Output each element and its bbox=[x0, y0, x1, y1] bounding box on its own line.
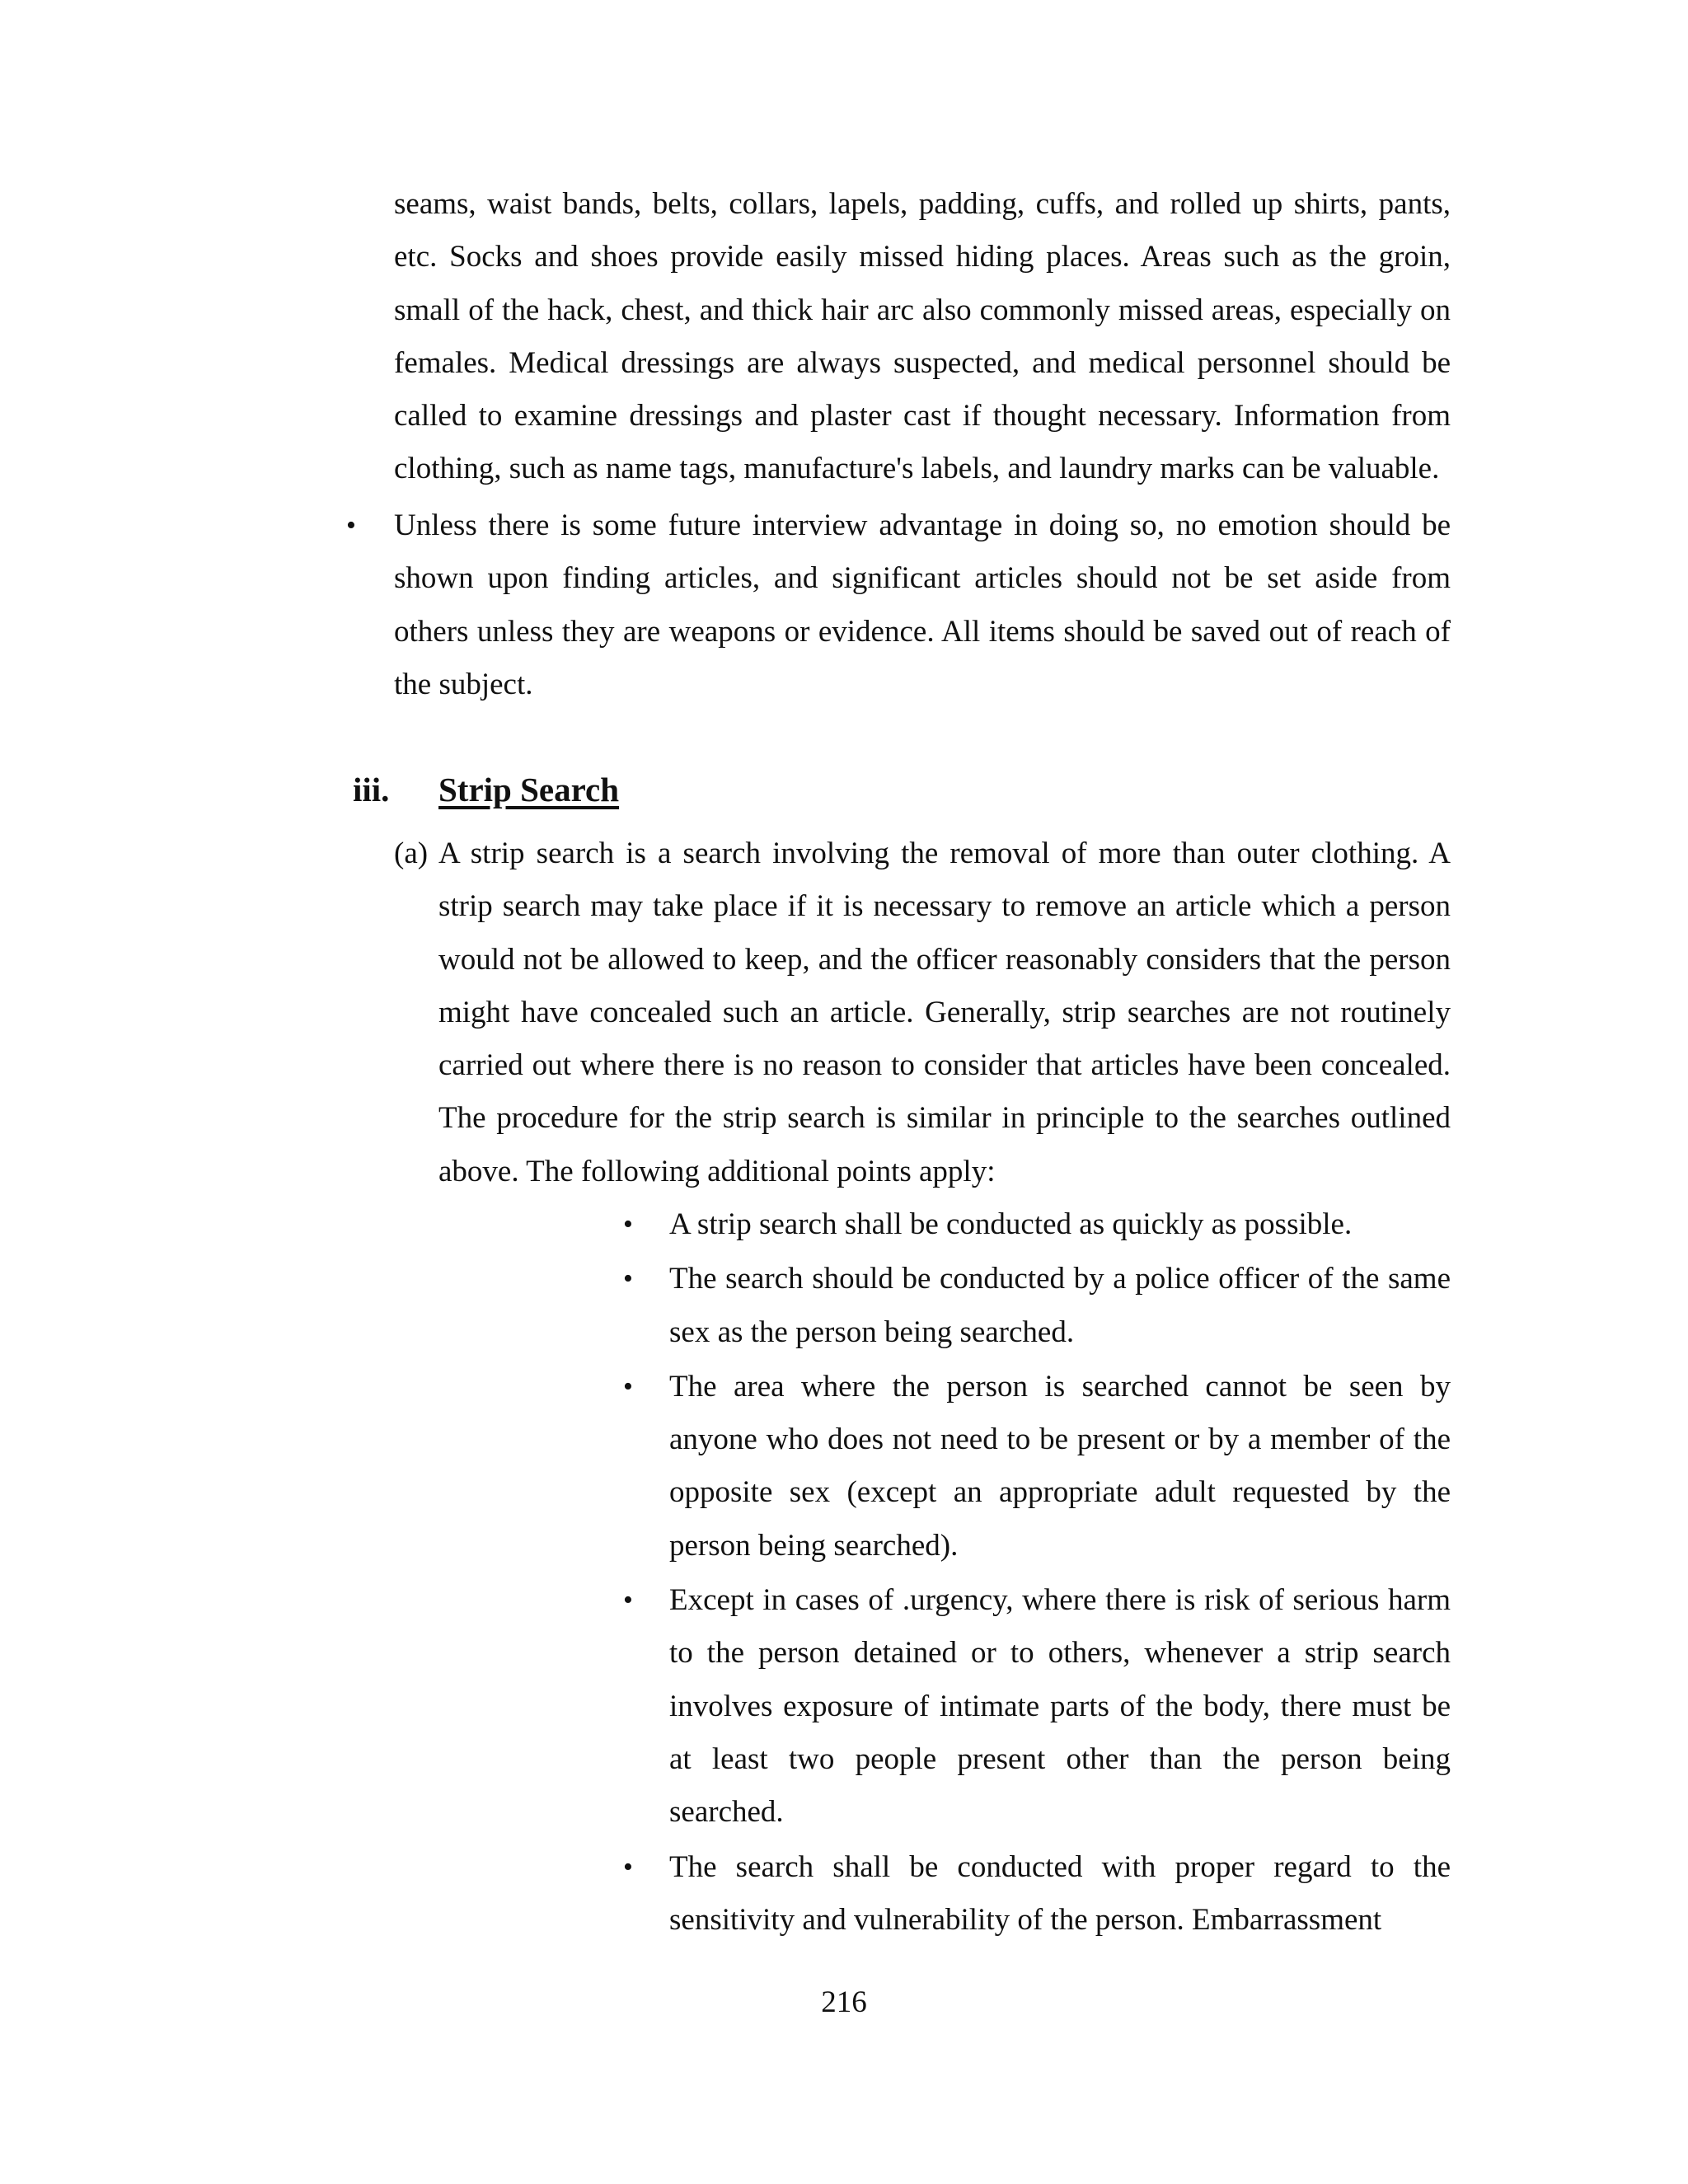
bullet-marker: • bbox=[623, 1209, 633, 1240]
page-number: 216 bbox=[821, 1985, 867, 2019]
subsection-paragraph: A strip search is a search involving the removal of more than outer clothing. A strip search may take place if it is necessary to remove an article which a person would not be allowed to keep, and the officer reasonably considers that the person might have concealed such an article. Generally, strip searches are not routinely carried out where there is no reason to consider that articles have been concealed. The procedure for the strip search is similar in principle to the searches outlined above. The following additional points apply: bbox=[438, 837, 1451, 1188]
list-item bbox=[623, 1198, 1451, 1251]
strip-search-points-list bbox=[623, 1198, 1451, 1948]
bullet-marker: • bbox=[623, 1585, 633, 1616]
list-item-text: The search shall be conducted with proper regard to the sensitivity and vulnerability of the person. Embarrassment bbox=[669, 1849, 1451, 1937]
section-title: Strip Search bbox=[438, 771, 620, 808]
list-item-text: Except in cases of .urgency, where there is risk of serious harm to the person detained or to others, whenever a strip search involves exposure of intimate parts of the body, there must be at least two people present other than the person being searched. bbox=[669, 1583, 1451, 1830]
bullet-marker: • bbox=[346, 510, 356, 541]
bullet-marker: • bbox=[623, 1371, 633, 1402]
list-item-text: The area where the person is searched cannot be seen by anyone who does not need to be present or by a member of the opposite sex (except an appropriate adult requested by the person being searched). bbox=[669, 1369, 1451, 1563]
list-item-text: The search should be conducted by a police officer of the same sex as the person being searched. bbox=[669, 1262, 1451, 1349]
continuation-paragraph: seams, waist bands, belts, collars, lapels, padding, cuffs, and rolled up shirts, pants, etc. Socks and shoes provide easily missed hiding places. Areas such as the groin, small of the hack, chest, and thick hair arc also commonly missed areas, especially on females. Medical dressings are always suspected, and medical personnel should be called to examine dressings and plaster cast if thought necessary. Information from clothing, such as name tags, manufacture's labels, and laundry marks can be valuable. bbox=[394, 187, 1451, 486]
bullet-paragraph: Unless there is some future interview advantage in doing so, no emotion should be shown upon finding articles, and significant articles should not be set aside from others unless they are weapons or evidence. All items should be saved out of reach of the subject. bbox=[394, 509, 1451, 701]
list-item bbox=[623, 1841, 1451, 1947]
list-item-text: A strip search shall be conducted as quickly as possible. bbox=[669, 1207, 1353, 1241]
list-item bbox=[623, 1574, 1451, 1839]
subsection-marker: (a) bbox=[394, 837, 429, 870]
bullet-marker: • bbox=[623, 1851, 633, 1882]
list-item bbox=[623, 1361, 1451, 1572]
section-number: iii. bbox=[353, 771, 390, 808]
list-item bbox=[623, 1253, 1451, 1359]
bullet-marker: • bbox=[623, 1263, 633, 1295]
